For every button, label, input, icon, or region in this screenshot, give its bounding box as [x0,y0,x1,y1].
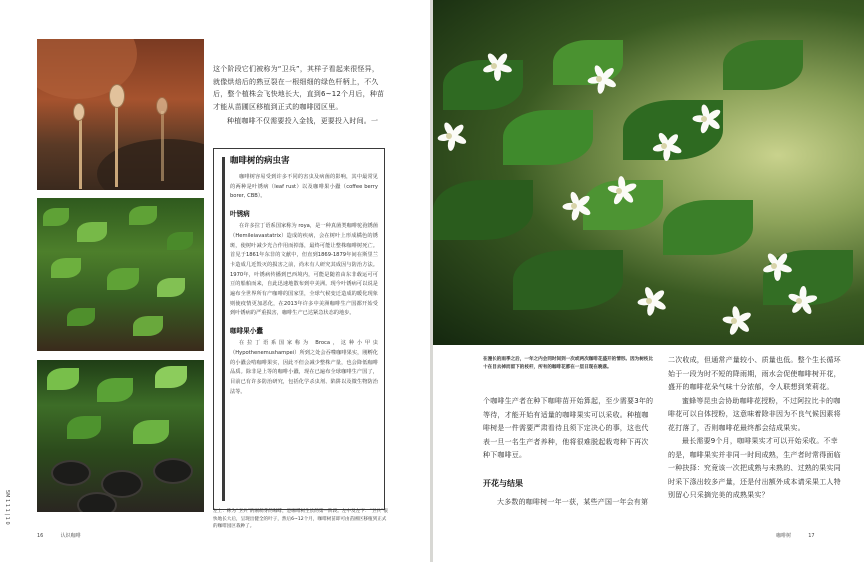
right-photo-caption: 在漫长的雨季之后，一年之内会同时间到一次或两次咖啡花盛开的情形。因为树枝比十在目去掉而留下的枝杆，所有的咖啡花都在一层日现在晚落。 [483,357,653,370]
col2-paragraph: 最长需要9个月，咖啡果实才可以开始采收。不幸的是，咖啡果实并非同一时间成熟，生产者时常得面临一种抉择：究竟该一次把成熟与未熟的、过熟的果实同时采下涤出较多产量，还是付出额外成本请采果工人特别留心只采摘完美的成熟果实？ [668,437,841,499]
right-page [433,0,864,562]
intro-paragraph: 种植咖啡不仅需要投入金钱，更要投入时间。一 [227,117,379,125]
blossom-cluster [618,190,619,191]
blossom-cluster [493,65,494,66]
col1-paragraph: 个咖啡生产者在种下咖啡苗开始算起，至少需要3年的等待，才能开始有适量的咖啡果实可以采收。种植咖啡树是一件需要严肃看待且须下定决心的事，这也代表一旦一名生产者养种，他将很难脱起栽弯种下再次种下咖啡豆。 [483,397,654,459]
intro-paragraph: 这个阶段它们被称为“卫兵”，其样子看起来很怪异，就像烘焙后的熟豆裂在一根细细的绿色杆柄上，不久后，整个植株会飞快地长大，直到6~12个月后，种苗才能从苗圃区移植到正式的咖啡园区里。 [213,65,385,111]
left-page [0,0,430,562]
col2-paragraph: 二次收成，但通常产量较小、质量也低。整个生长循环始于一段为时不短的降雨期，雨水会促使咖啡树开花，盛开的咖啡花朵气味十分浓郁，令人联想到茉莉花。 [668,356,841,391]
right-column-2 [668,354,843,503]
pests-diseases-sidebar [213,148,385,510]
page-number: 17 [808,533,815,539]
spine-mark: 5M 1 1 1 | 1 0 [4,490,10,525]
blossom-cluster [573,205,574,206]
sidebar-heading-berry-borer: 咖啡果小蠹 [230,327,263,336]
blossom-cluster [703,118,704,119]
potted-seedlings-photo [37,360,204,512]
col2-paragraph: 蜜蜂等昆虫会协助咖啡花授粉，不过阿拉比卡的咖啡花可以自体授粉，这意味着除非因为不良气候因素将花打落了，否则咖啡花最终都会结成果实。 [668,396,841,432]
sidebar-body-berry-borer: 在拉丁语系国家称为 Broca，这种小甲虫（Hypothenemushampei）所到之处会吞噬咖啡果实，刚孵化的小蠹会啃咖啡果实，因此不但会减少整株产量，也会降低咖啡品质。除非是上等的咖啡小蠹，现在已遍布全球咖啡生产国了，目前已有许多防治研究，包括化学杀虫剂、陷阱以及微生物防治法等。 [230,340,378,395]
section-heading-flowering-fruiting: 开花与结果 [483,479,523,488]
blossom-cluster [663,145,664,146]
sidebar-lead: 咖啡树容易受到许多不同的害虫及病菌的影响，其中最常见的两种是叶锈病（leaf rust）以及咖啡果小蠹（coffee berry borer, CBB）。 [230,174,378,200]
sidebar-body-leaf-rust: 在许多拉丁语系国家称为 roya，是一种真菌类咖啡驼孢锈菌（Hemileiavastatrix）造成的疾病，会在树叶上形成橘色的锈斑，使树叶减少光合作用而掉落，最终可能让整株咖啡树死亡。首见于1861年东非的文献中，但直到1869-1879年间在斯里兰卡造成几近毁灭的损害之前，尚未有人研究其成因与防治方法。1970年，叶锈病传播到巴西境内，可能是随着由东非载运可可豆的船舶而来，自此迅速地散布到中美洲。现今叶锈病可以说是遍布全世界所有产咖啡的国家里，全球气候变迁造成的暖化现象则使疫情更加恶化，在2013年许多中美洲咖啡生产国都开始受到叶锈病的严重损害，咖啡生产已达紧急状态的地步。 [230,223,378,317]
sidebar-rule [222,157,225,501]
right-folio [776,532,815,539]
sidebar-heading-leaf-rust: 叶锈病 [230,210,250,219]
intro-text [213,63,385,130]
blossom-cluster [773,265,774,266]
seedling-soldier-photo [37,39,204,190]
right-column-1 [483,395,655,463]
left-folio [37,532,81,539]
running-head: 认识咖啡 [60,533,81,539]
blossom-cluster [598,78,599,79]
blossom-cluster [798,300,799,301]
section-body [483,496,655,510]
blossom-cluster [733,320,734,321]
young-seedlings-photo [37,198,204,351]
blossom-cluster [448,135,449,136]
section-first-line: 大多数的咖啡树一年一获，某些产国一年会有第 [497,498,649,506]
page-number: 16 [37,533,44,539]
running-head: 咖啡树 [776,533,792,539]
sidebar-title: 咖啡树的病虫害 [230,156,290,166]
coffee-blossom-photo [433,0,864,345]
left-photo-caption: 左上：称为“卫兵”的刚萌芽的咖啡，是咖啡树生长的第一阶段。左中及左下：“卫兵”很快地长大后，呈现出健全的叶子，然后6~12个月，咖啡树苗即可由苗圃区移植到正式的咖啡园区栽种了。 [213,509,388,529]
blossom-cluster [648,300,649,301]
